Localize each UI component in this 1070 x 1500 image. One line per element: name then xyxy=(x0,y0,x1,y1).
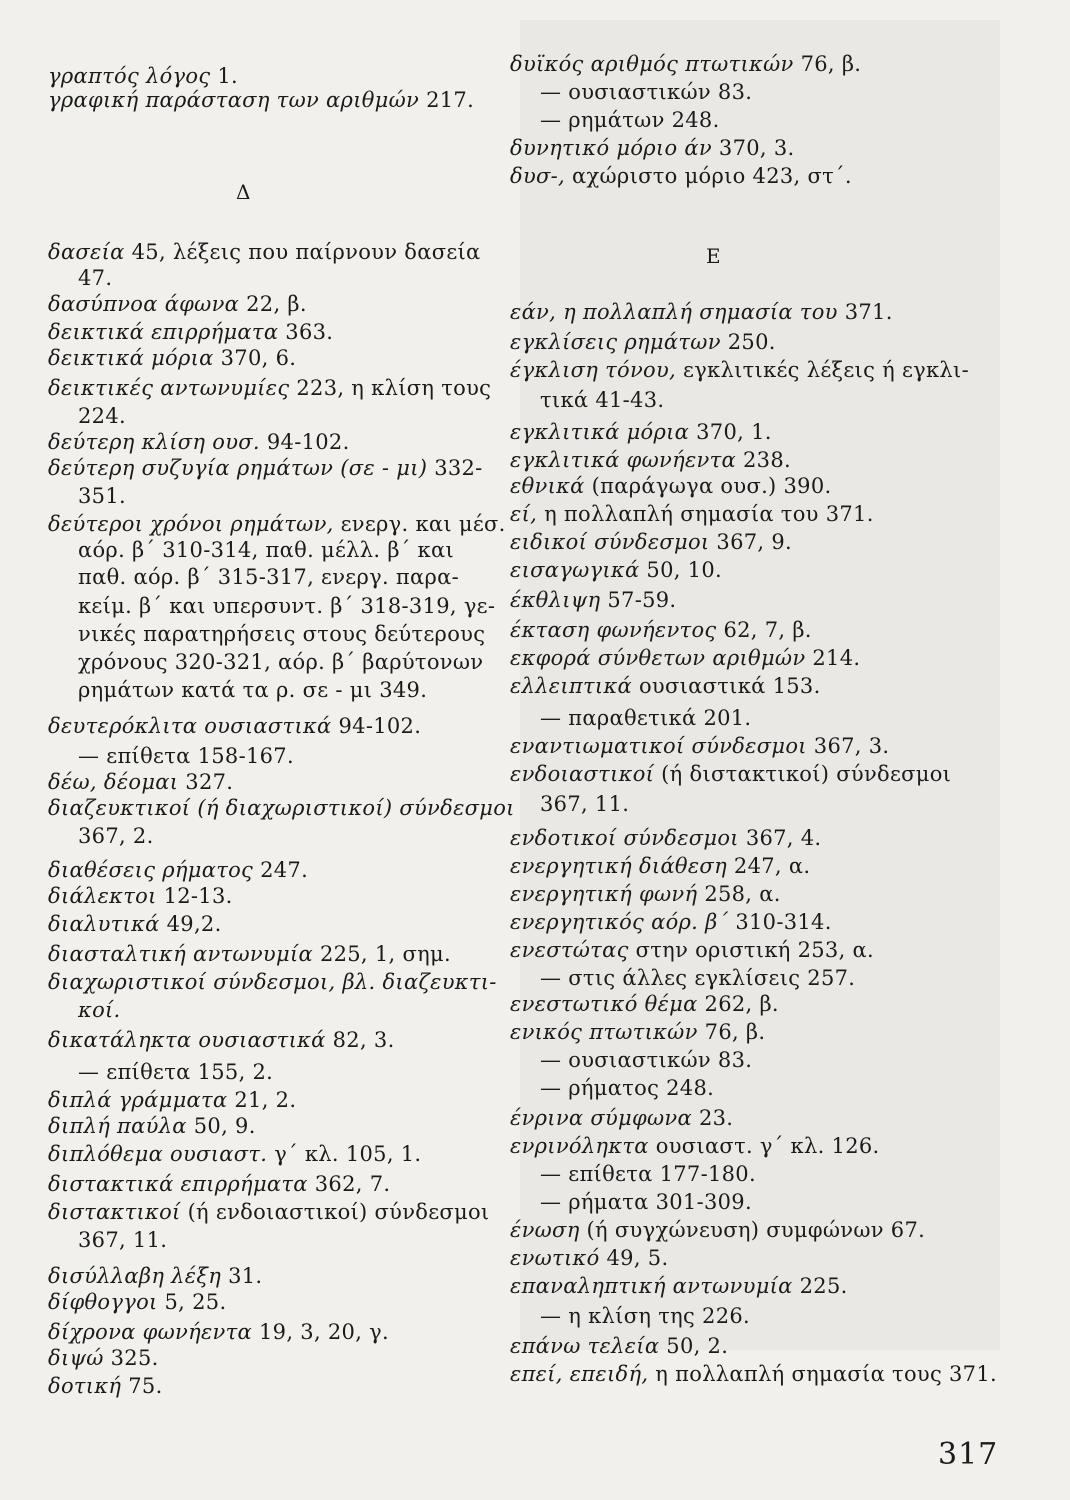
index-reference: 370, 1. xyxy=(689,420,772,444)
index-term: δυσ-, xyxy=(510,164,566,188)
index-reference: 247. xyxy=(253,858,309,882)
left-index-line xyxy=(48,942,451,967)
right-index-line xyxy=(510,882,781,907)
index-reference: 47. xyxy=(78,266,113,290)
index-reference: 367, 9. xyxy=(709,530,792,554)
index-term: δεικτικά επιρρήματα xyxy=(48,320,279,344)
index-reference: 50, 2. xyxy=(659,1334,729,1358)
right-index-line xyxy=(510,1334,728,1359)
right-index-line xyxy=(510,358,969,383)
index-term: ένρινα σύμφωνα xyxy=(510,1106,692,1130)
right-index-line xyxy=(510,1362,997,1387)
index-term: ελλειπτικά xyxy=(510,674,632,698)
index-reference: (ή διστακτικοί) σύνδεσμοι xyxy=(654,762,952,786)
left-index-line xyxy=(48,266,112,291)
index-reference: 250. xyxy=(720,330,776,354)
index-reference: αχώριστο μόριο 423, στ΄. xyxy=(565,164,852,188)
left-index-line xyxy=(48,744,294,769)
index-term: εκφορά σύνθετων αριθμών xyxy=(510,646,806,670)
left-index-line xyxy=(48,884,233,909)
index-reference: 50, 9. xyxy=(186,1114,256,1138)
right-index-line xyxy=(510,1048,752,1073)
left-index-line xyxy=(48,998,121,1023)
left-index-line xyxy=(48,594,495,619)
right-index-line xyxy=(510,388,664,413)
index-term: εάν, η πολλαπλή σημασία του xyxy=(510,300,838,324)
index-term: διπλά γράμματα xyxy=(48,1088,228,1112)
right-index-line xyxy=(510,108,720,133)
page-number: 317 xyxy=(938,1437,999,1472)
index-reference: 75. xyxy=(121,1374,163,1398)
right-index-line xyxy=(510,792,629,817)
index-term: δεύτεροι χρόνοι ρημάτων, xyxy=(48,512,334,536)
left-index-line xyxy=(48,858,308,883)
index-reference: νικές παρατηρήσεις στους δεύτερους xyxy=(78,622,486,646)
left-index-line xyxy=(48,1264,262,1289)
index-reference: 327. xyxy=(178,770,234,794)
index-term: δίφθογγοι xyxy=(48,1290,158,1314)
index-reference: 94-102. xyxy=(259,430,350,454)
right-index-line xyxy=(510,530,792,555)
index-reference: 332- xyxy=(427,456,483,480)
right-index-line xyxy=(510,938,874,963)
index-reference: 76, β. xyxy=(793,52,862,76)
left-index-line xyxy=(48,1172,390,1197)
index-reference: (παράγωγα ουσ.) 390. xyxy=(584,474,832,498)
left-index-line xyxy=(48,292,307,317)
index-term: ενρινόληκτα xyxy=(510,1134,649,1158)
right-index-line xyxy=(510,762,951,787)
index-term: επεί, επειδή, xyxy=(510,1362,649,1386)
index-term: ειδικοί σύνδεσμοι xyxy=(510,530,710,554)
index-reference: 82, 3. xyxy=(325,1028,395,1052)
index-reference: (ή ενδοιαστικοί) σύνδεσμοι xyxy=(180,1200,490,1224)
left-index-line xyxy=(48,1088,296,1113)
index-reference: 258, α. xyxy=(697,882,781,906)
index-reference: 1. xyxy=(210,64,239,88)
index-reference: 94-102. xyxy=(331,714,422,738)
index-reference: (ή συγχώνευση) συμφώνων 67. xyxy=(579,1218,926,1242)
right-index-line xyxy=(510,1190,752,1215)
index-term: διστακτικά επιρρήματα xyxy=(48,1172,308,1196)
index-term: διαθέσεις ρήματος xyxy=(48,858,254,882)
index-reference: — επίθετα 155, 2. xyxy=(78,1060,274,1084)
left-index-line xyxy=(48,1320,389,1345)
index-term: ενεστώτας xyxy=(510,938,629,962)
right-index-line xyxy=(510,474,831,499)
index-term: δασεία xyxy=(48,240,125,264)
index-term: δοτική xyxy=(48,1374,122,1398)
right-index-line xyxy=(510,734,889,759)
index-reference: — ρήματος 248. xyxy=(540,1076,715,1100)
index-term: δίχρονα φωνήεντα xyxy=(48,1320,253,1344)
index-reference: ρημάτων κατά τα ρ. σε - μι 349. xyxy=(78,678,428,702)
right-index-line xyxy=(510,674,821,699)
index-reference: 49,2. xyxy=(159,912,222,936)
left-index-line xyxy=(48,320,333,345)
left-index-line xyxy=(48,1142,421,1167)
left-index-line xyxy=(48,456,483,481)
index-term: δεύτερη συζυγία ρημάτων (σε - μι) xyxy=(48,456,428,480)
index-reference: ενεργ. και μέσ. xyxy=(333,512,506,536)
left-index-line xyxy=(48,970,497,995)
left-index-line xyxy=(48,1228,167,1253)
right-index-line xyxy=(510,502,874,527)
index-term: ενεργητική διάθεση xyxy=(510,854,727,878)
index-reference: 370, 3. xyxy=(711,136,795,160)
index-reference: 367, 11. xyxy=(540,792,630,816)
index-reference: 363. xyxy=(278,320,334,344)
right-index-line xyxy=(510,448,791,473)
left-index-line xyxy=(48,622,485,647)
index-reference: χρόνους 320-321, αόρ. β΄ βαρύτονων xyxy=(78,650,484,674)
index-term: ενεργητικός αόρ. β΄ xyxy=(510,910,729,934)
index-reference: ουσιαστ. γ΄ κλ. 126. xyxy=(648,1134,880,1158)
left-index-line xyxy=(48,714,421,739)
index-reference: 57-59. xyxy=(600,588,677,612)
right-index-line xyxy=(510,826,821,851)
index-term: ενεστωτικό θέμα xyxy=(510,992,698,1016)
index-term: ενεργητική φωνή xyxy=(510,882,698,906)
index-reference: 225, 1, σημ. xyxy=(312,942,451,966)
index-term: κοί. xyxy=(78,998,121,1022)
left-index-line xyxy=(48,240,481,265)
index-reference: 217. xyxy=(419,88,475,112)
index-reference: — ρήματα 301-309. xyxy=(540,1190,752,1214)
right-index-line xyxy=(510,618,812,643)
left-index-line xyxy=(48,1060,273,1085)
index-reference: 50, 10. xyxy=(639,558,722,582)
left-index-line xyxy=(48,1374,163,1399)
index-term: διασταλτική αντωνυμία xyxy=(48,942,313,966)
index-term: εθνικά xyxy=(510,474,585,498)
index-term: δισύλλαβη λέξη xyxy=(48,1264,222,1288)
left-index-line xyxy=(48,430,350,455)
right-index-line xyxy=(510,420,772,445)
right-index-line xyxy=(510,646,860,671)
index-term: εναντιωματικοί σύνδεσμοι xyxy=(510,734,807,758)
index-reference: — ρημάτων 248. xyxy=(540,108,720,132)
left-index-line xyxy=(48,484,126,509)
index-reference: 12-13. xyxy=(156,884,233,908)
right-index-line xyxy=(510,1162,756,1187)
right-index-line xyxy=(510,1134,880,1159)
left-index-line xyxy=(48,678,427,703)
left-index-line xyxy=(48,796,515,821)
index-reference: στην οριστική 253, α. xyxy=(628,938,874,962)
left-index-line xyxy=(48,912,222,937)
index-term: εγκλιτικά μόρια xyxy=(510,420,690,444)
left-index-line xyxy=(48,1200,489,1225)
index-term: έγκλιση τόνου, xyxy=(510,358,677,382)
index-reference: 247, α. xyxy=(726,854,811,878)
index-reference: 310-314. xyxy=(728,910,832,934)
index-reference: 367, 2. xyxy=(78,824,154,848)
index-reference: — επίθετα 177-180. xyxy=(540,1162,756,1186)
index-reference: 22, β. xyxy=(239,292,307,316)
right-index-line xyxy=(510,992,779,1017)
index-reference: κείμ. β΄ και υπερσυντ. β΄ 318-319, γε- xyxy=(78,594,496,618)
index-term: γραπτός λόγος xyxy=(48,64,211,88)
index-term: ενδοτικοί σύνδεσμοι xyxy=(510,826,739,850)
index-reference: — ουσιαστικών 83. xyxy=(540,1048,753,1072)
right-index-line xyxy=(510,52,861,77)
index-reference: γ΄ κλ. 105, 1. xyxy=(267,1142,422,1166)
index-reference: 370, 6. xyxy=(213,346,297,370)
index-term: ενωτικό xyxy=(510,1246,600,1270)
index-term: έκταση φωνήεντος xyxy=(510,618,717,642)
index-term: δεικτικές αντωνυμίες xyxy=(48,376,290,400)
index-reference: 225. xyxy=(792,1274,848,1298)
index-reference: 367, 3. xyxy=(806,734,890,758)
right-index-line xyxy=(510,1218,925,1243)
right-index-line xyxy=(510,966,855,991)
index-reference: 223, η κλίση τους xyxy=(289,376,492,400)
right-index-line xyxy=(510,910,832,935)
index-reference: — παραθετικά 201. xyxy=(540,706,752,730)
left-index-line xyxy=(48,64,238,89)
index-reference: τικά 41-43. xyxy=(540,388,665,412)
index-reference: — επίθετα 158-167. xyxy=(78,744,294,768)
index-term: δεύτερη κλίση ουσ. xyxy=(48,430,260,454)
right-index-line xyxy=(510,330,776,355)
right-index-line xyxy=(510,136,794,161)
index-reference: εγκλιτικές λέξεις ή εγκλι- xyxy=(676,358,969,382)
left-index-line xyxy=(48,650,483,675)
index-term: διαλυτικά xyxy=(48,912,160,936)
right-index-line xyxy=(510,80,752,105)
right-index-line xyxy=(510,1076,714,1101)
section-heading-delta: Δ xyxy=(236,180,251,204)
index-reference: — η κλίση της 226. xyxy=(540,1304,750,1328)
index-reference: 45, λέξεις που παίρνουν δασεία xyxy=(124,240,481,264)
index-term: δικατάληκτα ουσιαστικά xyxy=(48,1028,326,1052)
index-reference: 224. xyxy=(78,404,126,428)
left-index-line xyxy=(48,538,454,563)
index-reference: 23. xyxy=(691,1106,734,1130)
left-index-line xyxy=(48,1114,256,1139)
index-term: εγκλιτικά φωνήεντα xyxy=(510,448,737,472)
index-reference: η πολλαπλή σημασία του 371. xyxy=(537,502,874,526)
index-reference: 21, 2. xyxy=(227,1088,297,1112)
index-reference: 31. xyxy=(221,1264,263,1288)
index-term: επαναληπτική αντωνυμία xyxy=(510,1274,793,1298)
index-term: εισαγωγικά xyxy=(510,558,640,582)
index-term: διστακτικοί xyxy=(48,1200,181,1224)
index-reference: 371. xyxy=(837,300,893,324)
index-reference: 19, 3, 20, γ. xyxy=(252,1320,389,1344)
right-index-line xyxy=(510,1274,848,1299)
left-index-line xyxy=(48,1028,395,1053)
index-term: δευτερόκλιτα ουσιαστικά xyxy=(48,714,332,738)
left-index-line xyxy=(48,512,506,537)
right-index-line xyxy=(510,1304,750,1329)
index-reference: 351. xyxy=(78,484,126,508)
index-term: έκθλιψη xyxy=(510,588,601,612)
index-reference: 238. xyxy=(736,448,791,472)
index-term: δέω, δέομαι xyxy=(48,770,179,794)
index-reference: 362, 7. xyxy=(307,1172,391,1196)
index-reference: 367, 11. xyxy=(78,1228,168,1252)
left-index-line xyxy=(48,376,491,401)
index-term: δασύπνοα άφωνα xyxy=(48,292,240,316)
index-reference: 76, β. xyxy=(697,1020,766,1044)
index-reference: αόρ. β΄ 310-314, παθ. μέλλ. β΄ και xyxy=(78,538,454,562)
left-index-line xyxy=(48,88,474,113)
right-index-line xyxy=(510,1106,733,1131)
left-index-line xyxy=(48,565,459,590)
left-index-line xyxy=(48,824,154,849)
index-term: διπλόθεμα ουσιαστ. xyxy=(48,1142,268,1166)
index-term: διαχωριστικοί σύνδεσμοι, βλ. διαζευκτι- xyxy=(48,970,497,994)
index-term: διάλεκτοι xyxy=(48,884,157,908)
right-index-line xyxy=(510,1020,765,1045)
index-term: ενικός πτωτικών xyxy=(510,1020,698,1044)
right-index-line xyxy=(510,706,751,731)
index-term: εί, xyxy=(510,502,538,526)
left-index-line xyxy=(48,346,296,371)
index-reference: 62, 7, β. xyxy=(716,618,812,642)
index-reference: 367, 4. xyxy=(738,826,822,850)
left-index-line xyxy=(48,770,233,795)
right-index-line xyxy=(510,1246,668,1271)
index-reference: ουσιαστικά 153. xyxy=(632,674,821,698)
index-reference: 214. xyxy=(805,646,861,670)
index-term: διαζευκτικοί (ή διαχωριστικοί) σύνδεσμοι xyxy=(48,796,515,820)
index-reference: παθ. αόρ. β΄ 315-317, ενεργ. παρα- xyxy=(78,565,460,589)
index-term: ενδοιαστικοί xyxy=(510,762,655,786)
left-index-line xyxy=(48,404,126,429)
right-index-line xyxy=(510,854,810,879)
right-index-line xyxy=(510,164,852,189)
right-index-line xyxy=(510,588,676,613)
index-reference: η πολλαπλή σημασία τους 371. xyxy=(648,1362,997,1386)
index-term: δεικτικά μόρια xyxy=(48,346,214,370)
index-reference: — στις άλλες εγκλίσεις 257. xyxy=(540,966,856,990)
index-term: επάνω τελεία xyxy=(510,1334,660,1358)
left-index-line xyxy=(48,1346,159,1371)
index-term: δυϊκός αριθμός πτωτικών xyxy=(510,52,794,76)
index-term: διψώ xyxy=(48,1346,104,1370)
index-reference: 262, β. xyxy=(697,992,779,1016)
index-term: δυνητικό μόριο άν xyxy=(510,136,712,160)
index-term: διπλή παύλα xyxy=(48,1114,187,1138)
index-reference: — ουσιαστικών 83. xyxy=(540,80,753,104)
index-term: ένωση xyxy=(510,1218,580,1242)
right-index-line xyxy=(510,300,893,325)
index-reference: 5, 25. xyxy=(157,1290,227,1314)
index-reference: 49, 5. xyxy=(599,1246,669,1270)
right-index-line xyxy=(510,558,722,583)
index-term: εγκλίσεις ρημάτων xyxy=(510,330,721,354)
index-reference: 325. xyxy=(103,1346,159,1370)
left-index-line xyxy=(48,1290,226,1315)
index-term: γραφική παράσταση των αριθμών xyxy=(48,88,420,112)
section-heading-epsilon: Ε xyxy=(706,244,721,268)
